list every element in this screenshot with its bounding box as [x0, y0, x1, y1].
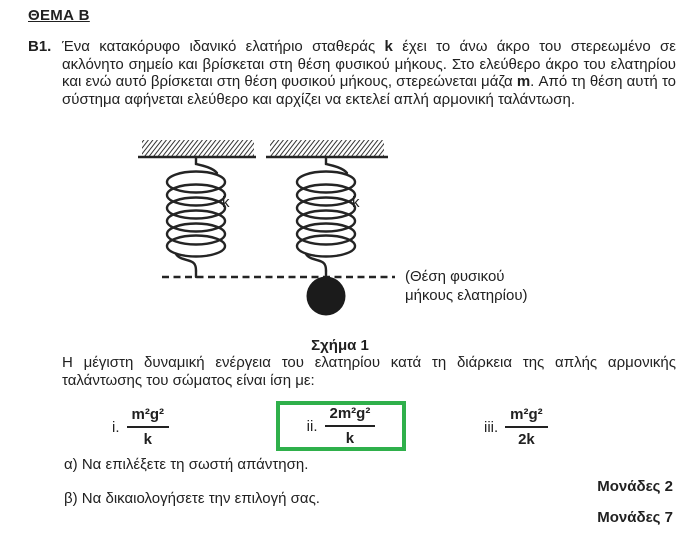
symbol-spring-constant: k — [384, 38, 393, 55]
question-number: B1. — [28, 38, 52, 55]
natural-length-label-line2: μήκους ελατηρίου) — [405, 287, 528, 304]
sub-question-a-label: α) — [64, 456, 78, 473]
sub-question-b — [64, 490, 320, 507]
intro-seg-1: Ένα κατακόρυφο ιδανικό ελατήριο σταθεράς — [62, 38, 385, 55]
question-b1 — [28, 38, 676, 108]
mass-ball — [307, 277, 346, 316]
option-i-fraction — [127, 405, 170, 449]
spring-left-icon — [167, 157, 225, 277]
spring-constant-label-left: k — [222, 194, 230, 211]
points-b: Μονάδες 7 — [597, 509, 673, 526]
intro-seg-3: . Από τη θέση αυτή το σύστημα αφήνεται ελεύθερο και αρχίζει να εκτελεί απλή αρμονική ταλάντωση. — [62, 73, 676, 108]
symbol-mass: m — [516, 73, 531, 90]
figure-caption: Σχήμα 1 — [311, 337, 369, 354]
option-ii-highlight-box — [276, 401, 406, 451]
points-a: Μονάδες 2 — [597, 478, 673, 495]
spring-figure — [100, 136, 580, 358]
fraction-denominator: 2k — [518, 431, 535, 448]
question-intro-text — [62, 38, 676, 108]
fraction-denominator: k — [143, 431, 152, 448]
option-ii-label: ii. — [306, 417, 318, 435]
sub-question-a — [64, 456, 308, 473]
sub-question-b-label: β) — [64, 490, 78, 507]
option-i-label: i. — [112, 418, 120, 436]
option-iii — [484, 405, 548, 449]
fraction-numerator: m²g² — [127, 405, 170, 428]
option-ii-fraction — [325, 404, 376, 448]
option-iii-label: iii. — [484, 418, 499, 436]
sub-question-b-text: Να δικαιολογήσετε την επιλογή σας. — [81, 490, 320, 507]
fraction-denominator: k — [345, 430, 355, 447]
prompt-text: Η μέγιστη δυναμική ενέργεια του ελατηρίου κατά τη διάρκεια της απλής αρμονικής ταλάντωσης του σώματος είναι ίση με: — [62, 354, 676, 389]
spring-right-icon — [297, 157, 355, 279]
option-i — [112, 405, 169, 449]
spring-constant-label-right: k — [352, 194, 360, 211]
fraction-numerator: 2m²g² — [325, 404, 376, 427]
ceiling-right-icon — [266, 140, 388, 157]
ceiling-left-icon — [138, 140, 256, 157]
natural-length-label-line1: (Θέση φυσικού — [405, 268, 505, 285]
intro-seg-2: έχει το άνω άκρο του στερεωμένο σε ακλόνητο σημείο και βρίσκεται στη θέση φυσικού μήκους. Στο ελεύθερο άκρο του ελατηρίου και ενώ αυτό βρίσκεται στη θέση φυσικού μήκους, στερεώνεται μάζα — [62, 38, 676, 90]
option-iii-fraction — [505, 405, 548, 449]
fraction-numerator: m²g² — [505, 405, 548, 428]
sub-question-a-text: Να επιλέξετε τη σωστή απάντηση. — [81, 456, 309, 473]
page-title: ΘΕΜΑ Β — [28, 7, 90, 24]
